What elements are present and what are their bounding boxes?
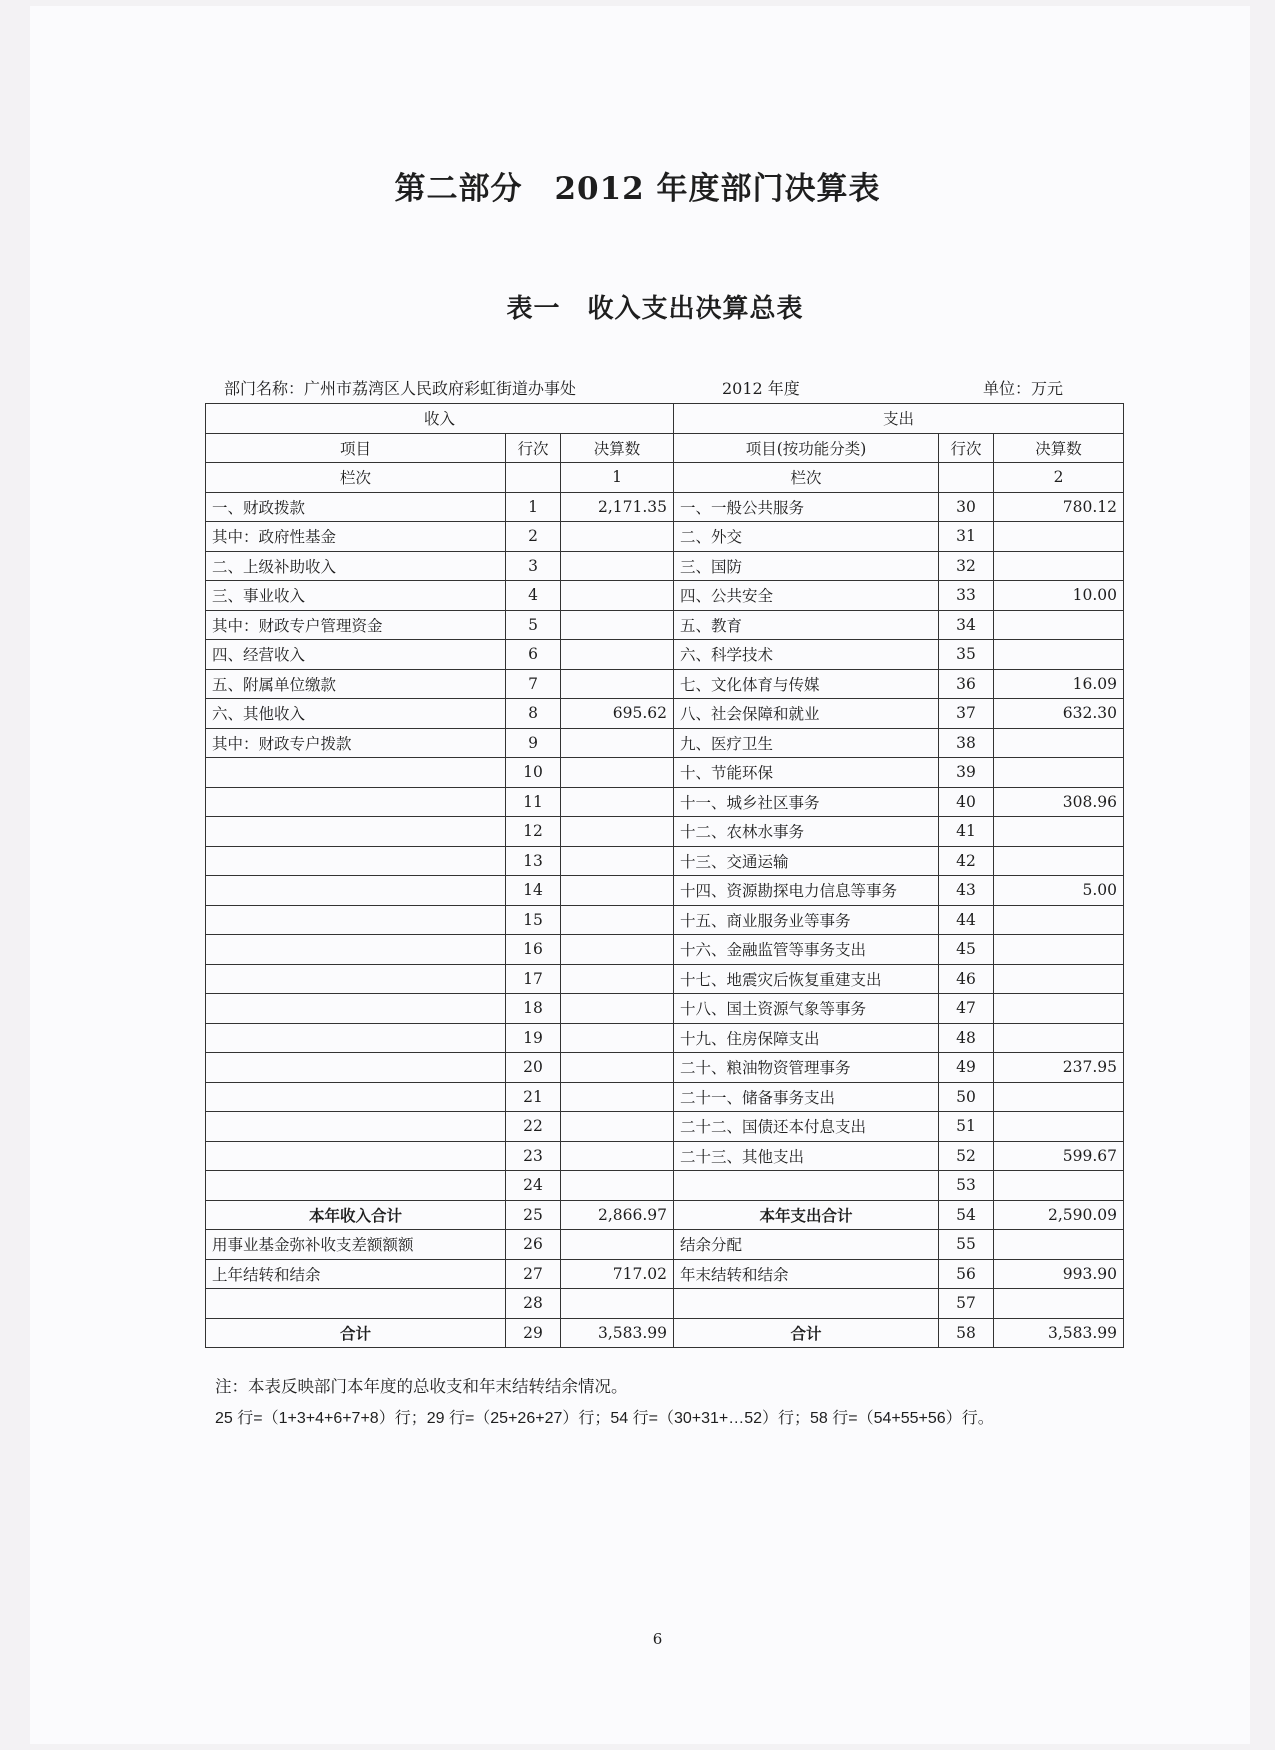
expense-amount [994, 1082, 1124, 1112]
income-amount [561, 758, 674, 788]
expense-row-number: 35 [939, 640, 994, 670]
income-row-number: 13 [506, 846, 561, 876]
fiscal-year: 2012 年度 [722, 379, 800, 398]
expense-amount: 10.00 [994, 581, 1124, 611]
income-amount [561, 1289, 674, 1319]
expense-amount [994, 994, 1124, 1024]
expense-row-number: 58 [939, 1318, 994, 1348]
table-row [206, 699, 1124, 729]
col-amount2: 决算数 [994, 433, 1124, 463]
expense-amount [994, 935, 1124, 965]
income-row-number: 25 [506, 1200, 561, 1230]
expense-item: 五、教育 [674, 610, 939, 640]
expense-amount [994, 610, 1124, 640]
income-amount [561, 728, 674, 758]
expense-item: 十四、资源勘探电力信息等事务 [674, 876, 939, 906]
expense-header: 支出 [674, 404, 1124, 434]
expense-item: 十七、地震灾后恢复重建支出 [674, 964, 939, 994]
table-row [206, 640, 1124, 670]
income-amount [561, 551, 674, 581]
income-row-number: 26 [506, 1230, 561, 1260]
expense-amount [994, 522, 1124, 552]
income-item: 用事业基金弥补收支差额额额 [206, 1230, 506, 1260]
income-amount [561, 787, 674, 817]
income-item [206, 905, 506, 935]
income-row-number: 27 [506, 1259, 561, 1289]
column-header-row [206, 433, 1124, 463]
department-name: 部门名称：广州市荔湾区人民政府彩虹街道办事处 [224, 379, 577, 398]
table-row [206, 846, 1124, 876]
income-amount: 695.62 [561, 699, 674, 729]
income-item [206, 935, 506, 965]
table-row [206, 817, 1124, 847]
table-row [206, 994, 1124, 1024]
income-amount [561, 846, 674, 876]
expense-item: 本年支出合计 [674, 1200, 939, 1230]
expense-item: 十一、城乡社区事务 [674, 787, 939, 817]
table-row [206, 758, 1124, 788]
income-row-number: 10 [506, 758, 561, 788]
income-row-number: 4 [506, 581, 561, 611]
note-formula: 25 行=（1+3+4+6+7+8）行；29 行=（25+26+27）行；54 行=（30+31+…52）行；58 行=（54+55+56）行。 [215, 1410, 994, 1427]
income-row-number: 24 [506, 1171, 561, 1201]
income-amount [561, 1023, 674, 1053]
expense-row-number: 52 [939, 1141, 994, 1171]
lanci-income: 1 [561, 463, 674, 493]
expense-row-number: 47 [939, 994, 994, 1024]
table-row [206, 876, 1124, 906]
table-row [206, 935, 1124, 965]
expense-item: 十三、交通运输 [674, 846, 939, 876]
table-row [206, 522, 1124, 552]
expense-item: 八、社会保障和就业 [674, 699, 939, 729]
income-item: 一、财政拨款 [206, 492, 506, 522]
income-amount [561, 1082, 674, 1112]
lanci-empty2 [939, 463, 994, 493]
expense-item: 十二、农林水事务 [674, 817, 939, 847]
table-row [206, 1112, 1124, 1142]
lanci-label2: 栏次 [674, 463, 939, 493]
income-amount [561, 640, 674, 670]
income-row-number: 6 [506, 640, 561, 670]
expense-item: 十、节能环保 [674, 758, 939, 788]
expense-row-number: 33 [939, 581, 994, 611]
expense-amount [994, 1289, 1124, 1319]
expense-amount: 237.95 [994, 1053, 1124, 1083]
income-item: 上年结转和结余 [206, 1259, 506, 1289]
income-item [206, 817, 506, 847]
income-amount: 2,866.97 [561, 1200, 674, 1230]
expense-row-number: 50 [939, 1082, 994, 1112]
expense-row-number: 36 [939, 669, 994, 699]
expense-row-number: 46 [939, 964, 994, 994]
table-row [206, 669, 1124, 699]
expense-row-number: 37 [939, 699, 994, 729]
expense-item: 六、科学技术 [674, 640, 939, 670]
expense-amount [994, 551, 1124, 581]
income-row-number: 14 [506, 876, 561, 906]
income-row-number: 15 [506, 905, 561, 935]
income-item [206, 1289, 506, 1319]
lanci-row [206, 463, 1124, 493]
expense-amount [994, 1230, 1124, 1260]
expense-amount: 5.00 [994, 876, 1124, 906]
income-item: 其中：财政专户管理资金 [206, 610, 506, 640]
expense-item: 七、文化体育与传媒 [674, 669, 939, 699]
income-row-number: 1 [506, 492, 561, 522]
income-row-number: 11 [506, 787, 561, 817]
expense-row-number: 57 [939, 1289, 994, 1319]
income-row-number: 22 [506, 1112, 561, 1142]
income-row-number: 5 [506, 610, 561, 640]
expense-item [674, 1171, 939, 1201]
income-row-number: 12 [506, 817, 561, 847]
expense-row-number: 49 [939, 1053, 994, 1083]
col-row2: 行次 [939, 433, 994, 463]
expense-item: 二十一、储备事务支出 [674, 1082, 939, 1112]
table-title: 表一 收入支出决算总表 [506, 294, 804, 324]
expense-amount: 993.90 [994, 1259, 1124, 1289]
table-row [206, 1200, 1124, 1230]
income-item: 六、其他收入 [206, 699, 506, 729]
income-item: 合计 [206, 1318, 506, 1348]
table-row [206, 610, 1124, 640]
table-row [206, 1023, 1124, 1053]
expense-amount: 3,583.99 [994, 1318, 1124, 1348]
col-amount: 决算数 [561, 433, 674, 463]
expense-item: 十八、国土资源气象等事务 [674, 994, 939, 1024]
expense-row-number: 55 [939, 1230, 994, 1260]
table-row [206, 581, 1124, 611]
income-row-number: 28 [506, 1289, 561, 1319]
expense-item: 二十二、国债还本付息支出 [674, 1112, 939, 1142]
expense-amount [994, 846, 1124, 876]
income-item: 本年收入合计 [206, 1200, 506, 1230]
income-expense-table [205, 403, 1124, 1348]
income-header: 收入 [206, 404, 674, 434]
expense-amount [994, 905, 1124, 935]
income-row-number: 9 [506, 728, 561, 758]
table-row [206, 787, 1124, 817]
income-amount [561, 935, 674, 965]
income-row-number: 16 [506, 935, 561, 965]
expense-item: 二十三、其他支出 [674, 1141, 939, 1171]
expense-amount: 599.67 [994, 1141, 1124, 1171]
income-item [206, 964, 506, 994]
table-row [206, 1082, 1124, 1112]
col-row: 行次 [506, 433, 561, 463]
income-item: 其中：政府性基金 [206, 522, 506, 552]
income-amount: 3,583.99 [561, 1318, 674, 1348]
income-amount [561, 1112, 674, 1142]
income-row-number: 7 [506, 669, 561, 699]
expense-row-number: 53 [939, 1171, 994, 1201]
income-item [206, 1023, 506, 1053]
income-row-number: 3 [506, 551, 561, 581]
income-item [206, 758, 506, 788]
expense-item: 年末结转和结余 [674, 1259, 939, 1289]
expense-row-number: 45 [939, 935, 994, 965]
table-row [206, 1289, 1124, 1319]
expense-item: 二、外交 [674, 522, 939, 552]
table-row [206, 964, 1124, 994]
income-row-number: 20 [506, 1053, 561, 1083]
income-amount [561, 610, 674, 640]
income-amount [561, 581, 674, 611]
expense-amount [994, 728, 1124, 758]
income-amount [561, 1141, 674, 1171]
income-row-number: 23 [506, 1141, 561, 1171]
lanci-label: 栏次 [206, 463, 506, 493]
income-item: 四、经营收入 [206, 640, 506, 670]
table-row [206, 1141, 1124, 1171]
expense-item: 一、一般公共服务 [674, 492, 939, 522]
expense-amount: 308.96 [994, 787, 1124, 817]
expense-amount: 632.30 [994, 699, 1124, 729]
income-amount [561, 994, 674, 1024]
expense-row-number: 41 [939, 817, 994, 847]
table-row [206, 1053, 1124, 1083]
expense-row-number: 56 [939, 1259, 994, 1289]
table-row [206, 492, 1124, 522]
expense-item: 合计 [674, 1318, 939, 1348]
income-row-number: 17 [506, 964, 561, 994]
expense-item: 四、公共安全 [674, 581, 939, 611]
currency-unit: 单位：万元 [983, 379, 1064, 398]
income-amount [561, 522, 674, 552]
income-item [206, 846, 506, 876]
page-title: 第二部分 2012 年度部门决算表 [394, 171, 881, 207]
expense-item: 十九、住房保障支出 [674, 1023, 939, 1053]
expense-row-number: 34 [939, 610, 994, 640]
income-amount [561, 905, 674, 935]
income-item [206, 994, 506, 1024]
expense-row-number: 30 [939, 492, 994, 522]
income-amount [561, 1053, 674, 1083]
income-amount: 717.02 [561, 1259, 674, 1289]
expense-amount [994, 964, 1124, 994]
income-row-number: 19 [506, 1023, 561, 1053]
expense-amount [994, 1023, 1124, 1053]
col-item-func: 项目(按功能分类) [674, 433, 939, 463]
expense-amount [994, 1171, 1124, 1201]
expense-row-number: 32 [939, 551, 994, 581]
income-amount [561, 964, 674, 994]
expense-amount: 2,590.09 [994, 1200, 1124, 1230]
expense-amount: 780.12 [994, 492, 1124, 522]
expense-row-number: 31 [939, 522, 994, 552]
expense-item: 三、国防 [674, 551, 939, 581]
expense-row-number: 51 [939, 1112, 994, 1142]
expense-row-number: 42 [939, 846, 994, 876]
income-item [206, 876, 506, 906]
expense-row-number: 40 [939, 787, 994, 817]
income-item: 三、事业收入 [206, 581, 506, 611]
income-row-number: 29 [506, 1318, 561, 1348]
income-item: 五、附属单位缴款 [206, 669, 506, 699]
table-row [206, 1171, 1124, 1201]
expense-row-number: 44 [939, 905, 994, 935]
income-amount [561, 817, 674, 847]
expense-item: 十六、金融监管等事务支出 [674, 935, 939, 965]
expense-item: 二十、粮油物资管理事务 [674, 1053, 939, 1083]
expense-amount [994, 1112, 1124, 1142]
income-item [206, 1082, 506, 1112]
table-row [206, 728, 1124, 758]
table-row [206, 1230, 1124, 1260]
table-row [206, 551, 1124, 581]
income-row-number: 18 [506, 994, 561, 1024]
col-item: 项目 [206, 433, 506, 463]
section-header-row [206, 404, 1124, 434]
expense-row-number: 43 [939, 876, 994, 906]
income-item [206, 1171, 506, 1201]
table-row [206, 1318, 1124, 1348]
page-number: 6 [652, 1630, 663, 1648]
lanci-empty [506, 463, 561, 493]
expense-row-number: 48 [939, 1023, 994, 1053]
expense-item [674, 1289, 939, 1319]
table-row [206, 1259, 1124, 1289]
income-item [206, 787, 506, 817]
expense-item: 九、医疗卫生 [674, 728, 939, 758]
expense-row-number: 39 [939, 758, 994, 788]
income-amount: 2,171.35 [561, 492, 674, 522]
expense-amount: 16.09 [994, 669, 1124, 699]
expense-row-number: 38 [939, 728, 994, 758]
expense-amount [994, 758, 1124, 788]
income-item [206, 1053, 506, 1083]
income-item: 其中：财政专户拨款 [206, 728, 506, 758]
income-item [206, 1112, 506, 1142]
income-amount [561, 1171, 674, 1201]
income-amount [561, 876, 674, 906]
table-row [206, 905, 1124, 935]
income-item: 二、上级补助收入 [206, 551, 506, 581]
lanci-expense: 2 [994, 463, 1124, 493]
income-amount [561, 1230, 674, 1260]
note-text: 注：本表反映部门本年度的总收支和年末结转结余情况。 [215, 1377, 628, 1396]
income-amount [561, 669, 674, 699]
expense-item: 十五、商业服务业等事务 [674, 905, 939, 935]
expense-amount [994, 640, 1124, 670]
income-row-number: 2 [506, 522, 561, 552]
expense-item: 结余分配 [674, 1230, 939, 1260]
expense-amount [994, 817, 1124, 847]
income-row-number: 21 [506, 1082, 561, 1112]
income-item [206, 1141, 506, 1171]
income-row-number: 8 [506, 699, 561, 729]
expense-row-number: 54 [939, 1200, 994, 1230]
